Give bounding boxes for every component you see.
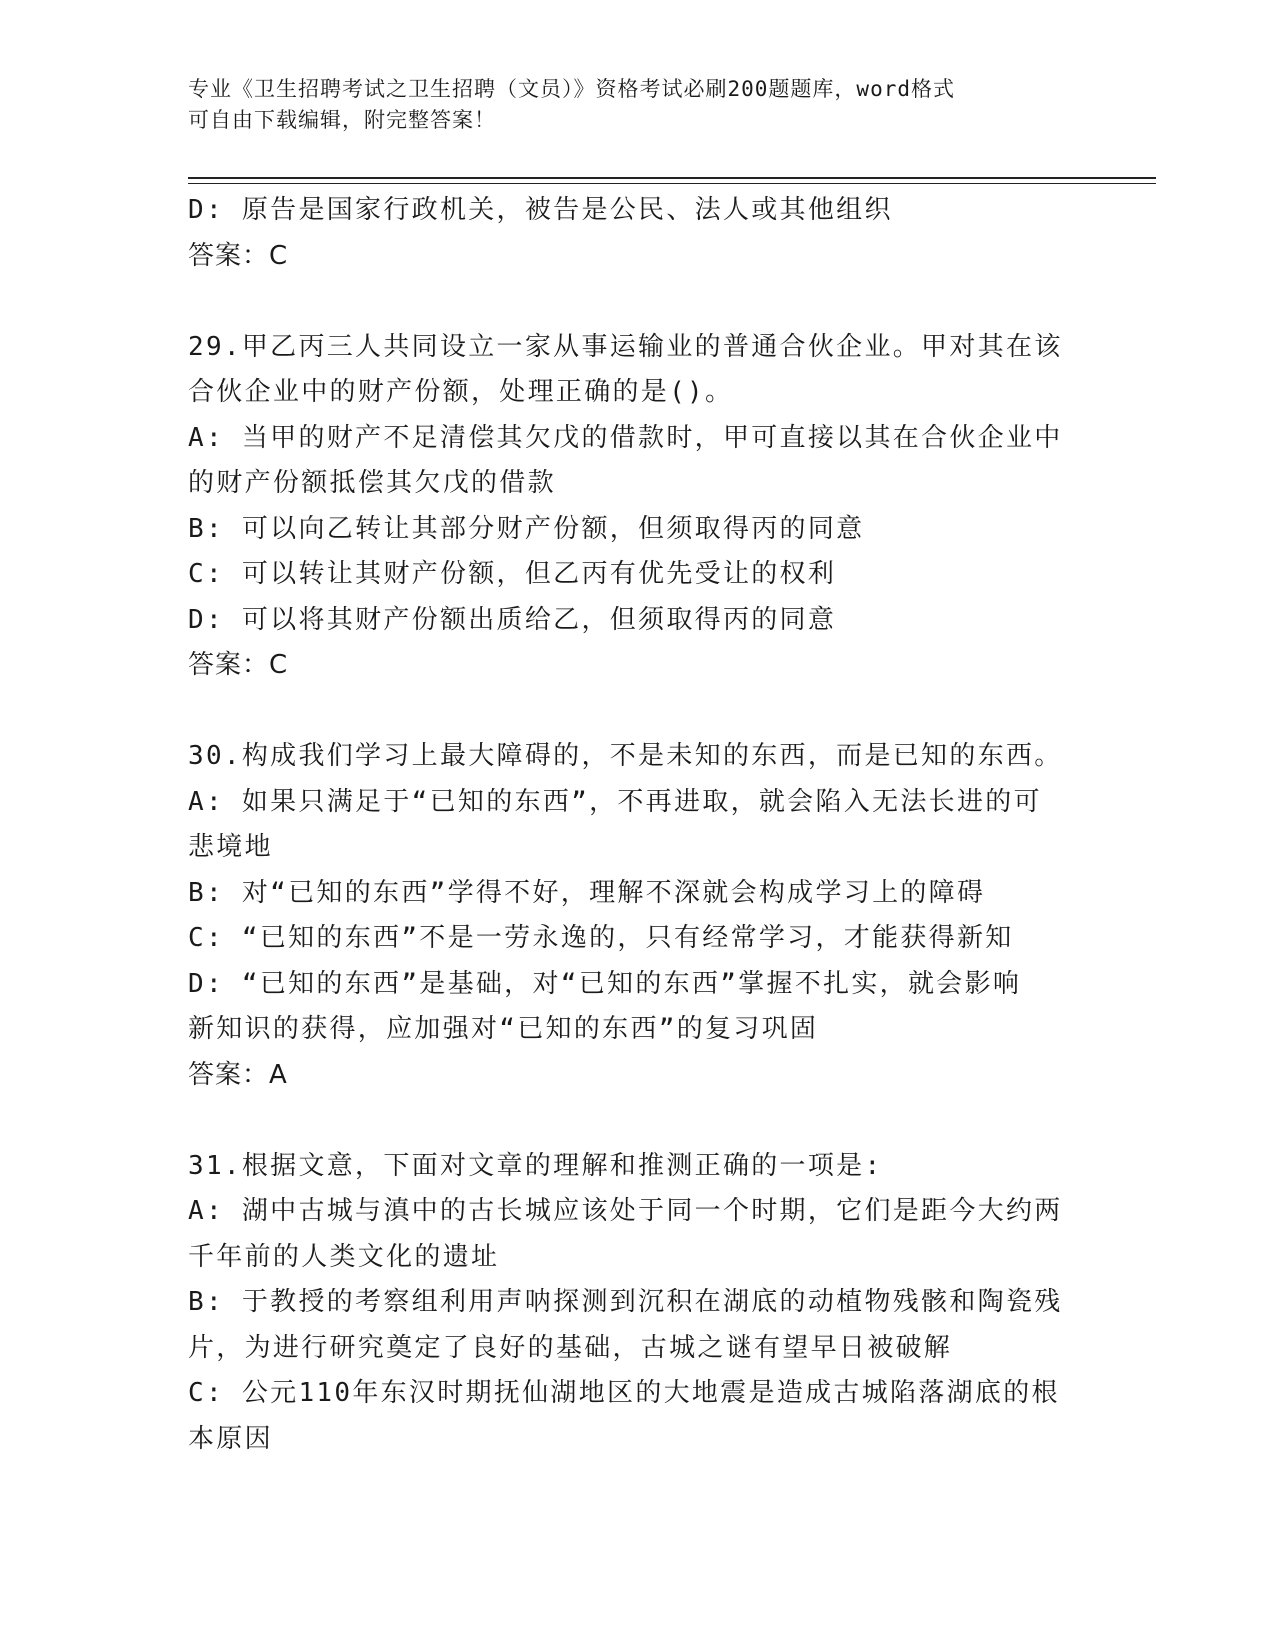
previous-question-tail: [188, 188, 1088, 279]
page-header: [188, 74, 1068, 136]
header-title-line-1: 专业《卫生招聘考试之卫生招聘（文员）》资格考试必刷200题题库，word格式: [188, 77, 955, 101]
header-title-line-2: 可自由下载编辑，附完整答案！: [188, 108, 496, 132]
option-d: D: “已知的东西”是基础，对“已知的东西”掌握不扎实，就会影响: [188, 968, 1022, 999]
option-a: 的财产份额抵偿其欠戊的借款: [188, 468, 556, 498]
spacer: [188, 1098, 1088, 1144]
answer: 答案：A: [188, 1059, 288, 1090]
option-a: A: 湖中古城与滇中的古长城应该处于同一个时期，它们是距今大约两: [188, 1196, 1063, 1226]
option-b: B: 对“已知的东西”学得不好，理解不深就会构成学习上的障碍: [188, 877, 986, 908]
option-d: D: 原告是国家行政机关，被告是公民、法人或其他组织: [188, 195, 893, 225]
spacer: [188, 689, 1088, 735]
question-stem: 29.甲乙丙三人共同设立一家从事运输业的普通合伙企业。甲对其在该: [188, 331, 1063, 362]
question-29: [188, 325, 1088, 689]
option-a: 千年前的人类文化的遗址: [188, 1241, 500, 1272]
option-c: C: 可以转让其财产份额，但乙丙有优先受让的权利: [188, 559, 837, 589]
option-b: 片，为进行研究奠定了良好的基础，古城之谜有望早日被破解: [188, 1332, 953, 1363]
option-b: B: 可以向乙转让其部分财产份额，但须取得丙的同意: [188, 513, 865, 544]
header-divider-thin: [188, 183, 1156, 184]
option-c: 本原因: [188, 1423, 273, 1454]
header-divider-thick: [188, 177, 1156, 179]
answer: 答案：C: [188, 650, 289, 680]
option-d: 新知识的获得，应加强对“已知的东西”的复习巩固: [188, 1014, 819, 1044]
spacer: [188, 279, 1088, 325]
option-a: A: 当甲的财产不足清偿其欠戊的借款时，甲可直接以其在合伙企业中: [188, 422, 1063, 453]
option-c: C: 公元110年东汉时期抚仙湖地区的大地震是造成古城陷落湖底的根: [188, 1378, 1060, 1408]
answer: 答案：C: [188, 240, 289, 271]
question-30: [188, 734, 1088, 1098]
option-b: B: 于教授的考察组利用声呐探测到沉积在湖底的动植物残骸和陶瓷残: [188, 1287, 1063, 1317]
option-d: D: 可以将其财产份额出质给乙，但须取得丙的同意: [188, 604, 837, 635]
question-stem: 合伙企业中的财产份额，处理正确的是()。: [188, 377, 734, 407]
question-stem: 31.根据文意，下面对文章的理解和推测正确的一项是:: [188, 1150, 883, 1181]
question-31: [188, 1144, 1088, 1463]
option-a: 悲境地: [188, 832, 273, 862]
option-a: A: 如果只满足于“已知的东西”，不再进取，就会陷入无法长进的可: [188, 786, 1042, 817]
question-content: [188, 188, 1088, 1462]
question-stem: 30.构成我们学习上最大障碍的，不是未知的东西，而是已知的东西。: [188, 741, 1063, 771]
option-c: C: “已知的东西”不是一劳永逸的，只有经常学习，才能获得新知: [188, 923, 1014, 953]
